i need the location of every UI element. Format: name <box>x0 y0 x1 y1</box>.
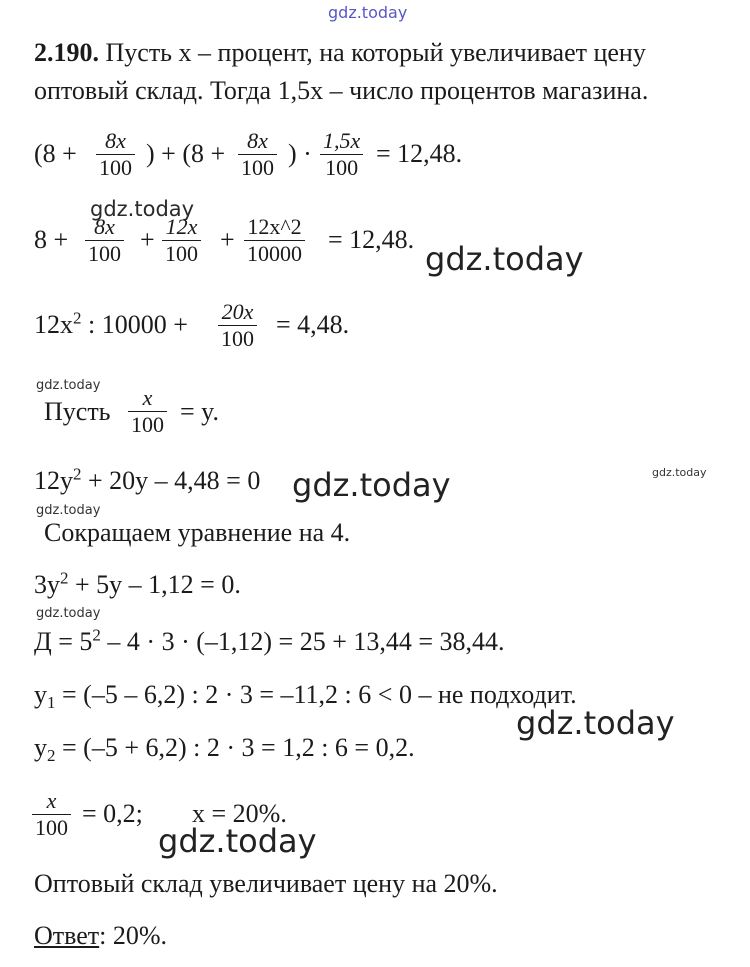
final-part-1: = 0,2; <box>82 799 143 828</box>
eq2-part-4: = 12,48. <box>328 225 415 254</box>
watermark-top: gdz.today <box>328 3 408 22</box>
eq3-frac1-num: 20x <box>221 299 254 324</box>
eq3-frac1-den: 100 <box>221 326 254 351</box>
subst-frac-den: 100 <box>131 412 164 437</box>
watermark-7: gdz.today <box>36 606 101 621</box>
eq1-frac3-num: 1,5x <box>323 128 361 153</box>
root-1: $y_1 = (-5 - 6,2)$ : 2 · 3 = –11,2 : 6 < 0 – не подходит. <box>34 680 577 713</box>
discriminant: $Д = 5^2 - 4 \cdot 3 \cdot (-1,12) = 25 + 13,44 = 38,44$. <box>34 625 505 656</box>
eq2-frac2-den: 100 <box>165 241 198 266</box>
problem-intro-text: Пусть x – процент, на который увеличивает цену <box>99 38 646 67</box>
eq3-part-2: = 4,48. <box>276 310 350 339</box>
equation-4: $12y^2 + 20y - 4,48 = 0$ <box>34 464 261 495</box>
eq1-part-3: ) · <box>288 139 312 168</box>
eq1-frac3-den: 100 <box>325 155 359 180</box>
conclusion: Оптовый склад увеличивает цену на 20%. <box>34 869 498 898</box>
watermark-9: gdz.today <box>158 822 317 860</box>
final-fraction <box>32 788 71 841</box>
answer-value: : 20%. <box>99 921 168 950</box>
watermark-4: gdz.today <box>292 466 451 504</box>
eq2-fraction-1 <box>85 214 124 267</box>
eq1-fraction-3 <box>320 128 363 181</box>
subst-fraction <box>128 385 167 438</box>
eq3-part-1: $12x^2$ : 10000 + <box>34 308 188 339</box>
root-2: $y_2 = (-5 + 6,2)$ : 2 · 3 = 1,2 : 6 = 0,2. <box>34 733 415 766</box>
eq1-part-4: = 12,48. <box>376 139 463 168</box>
watermark-8: gdz.today <box>516 704 675 742</box>
eq1-frac2-den: 100 <box>241 155 274 180</box>
eq2-part-3: + <box>220 225 235 254</box>
problem-intro-line-1 <box>34 38 646 68</box>
problem-intro-line-2: оптовый склад. Тогда 1,5x – число процентов магазина. <box>34 76 649 105</box>
answer-label: Ответ <box>34 921 100 950</box>
eq1-fraction-1 <box>96 128 135 181</box>
eq2-frac1-num: 8x <box>94 214 115 239</box>
eq1-frac1-num: 8x <box>105 128 126 153</box>
watermark-3: gdz.today <box>36 378 101 393</box>
eq1-part-1: (8 + <box>34 139 77 168</box>
watermark-2: gdz.today <box>425 240 584 278</box>
eq2-frac1-den: 100 <box>88 241 121 266</box>
watermark-5: gdz.today <box>652 466 707 479</box>
eq2-frac2-num: 12x <box>165 214 198 239</box>
watermark-1: gdz.today <box>90 197 195 221</box>
eq3-fraction-1 <box>218 299 257 352</box>
problem-number: 2.190. <box>34 38 99 67</box>
eq1-part-2: ) + (8 + <box>146 139 226 168</box>
eq2-fraction-3 <box>244 214 305 267</box>
final-part-2: x = 20%. <box>192 799 287 828</box>
watermark-6: gdz.today <box>36 503 101 518</box>
subst-part-2: = y. <box>180 397 219 426</box>
eq1-frac1-den: 100 <box>99 155 132 180</box>
eq2-part-1: 8 + <box>34 225 69 254</box>
eq2-frac3-den: 10000 <box>247 241 302 266</box>
eq2-part-2: + <box>140 225 155 254</box>
eq1-fraction-2 <box>238 128 277 181</box>
equation-5: $3y^2 + 5y - 1,12 = 0$. <box>34 568 241 599</box>
reduce-text: Сокращаем уравнение на 4. <box>44 518 351 547</box>
final-frac-den: 100 <box>35 815 68 840</box>
subst-frac-num: x <box>142 385 153 410</box>
answer <box>34 921 167 951</box>
eq2-fraction-2 <box>162 214 201 267</box>
final-frac-num: x <box>46 788 57 813</box>
eq2-frac3-num: 12x^2 <box>247 214 302 239</box>
subst-part-1: Пусть <box>44 397 111 426</box>
eq1-frac2-num: 8x <box>247 128 268 153</box>
